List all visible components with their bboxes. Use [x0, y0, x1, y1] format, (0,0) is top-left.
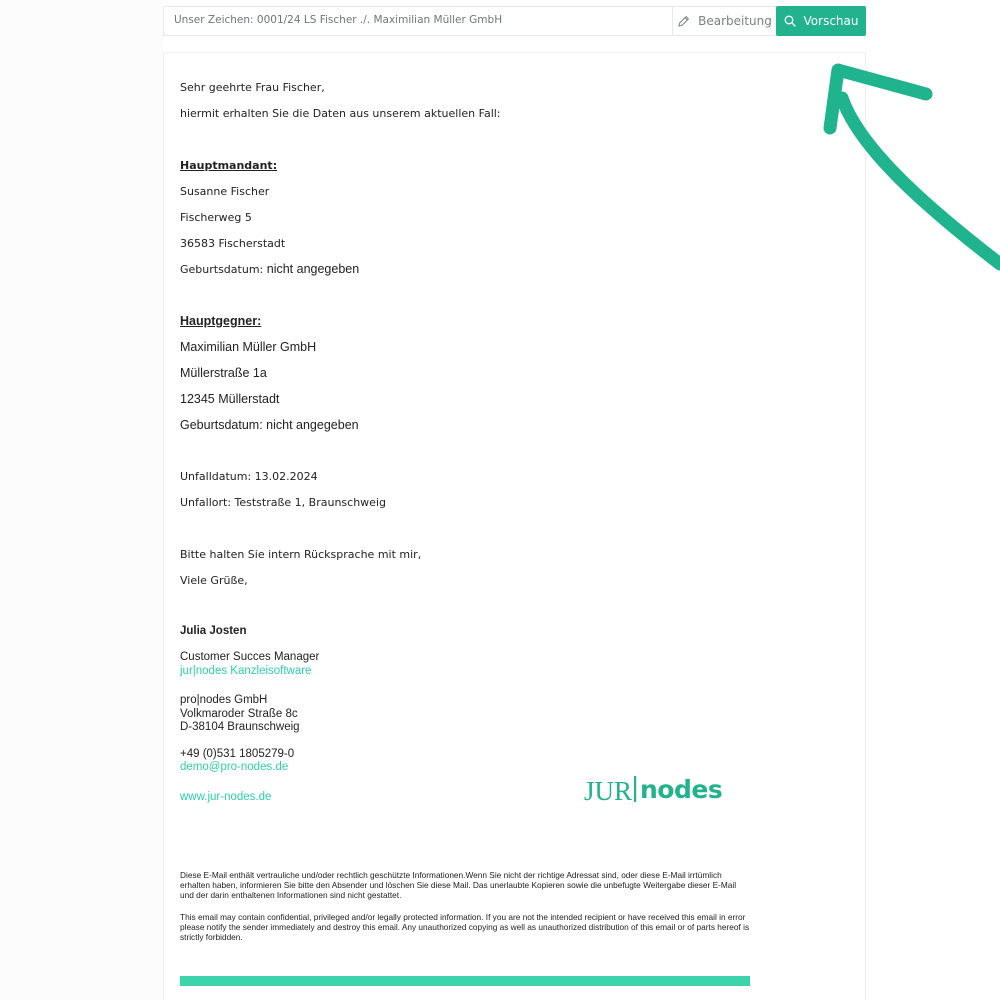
greeting-text: Viele Grüße, [180, 574, 248, 587]
edit-button[interactable] [672, 7, 776, 35]
logo-text-jur: JUR [584, 776, 633, 806]
signature-website-link[interactable]: www.jur-nodes.de [180, 791, 272, 803]
jurnodes-logo [582, 770, 752, 806]
disclaimer-german: Diese E-Mail enthält vertrauliche und/oder rechtlich geschützte Informationen.Wenn Sie nicht der richtige Adressat sind, oder diese E-Mail irrtümlich erhalten haben, informieren Sie bitte den Absender und löschen Sie diese Mail. Das unerlaubte Kopieren sowie die unbefugte Weitergabe dieser E-Mail und der darin enthaltenen Informationen sind nicht gestattet. [180, 870, 737, 900]
unfalldatum: Unfalldatum: 13.02.2024 [180, 470, 318, 483]
annotation-arrow-icon [800, 40, 1000, 280]
mandant-birthdate [180, 262, 359, 276]
email-toolbar [163, 6, 866, 36]
pencil-icon [677, 15, 690, 28]
mandant-birthdate-label: Geburtsdatum: [180, 263, 264, 276]
signature-city: D-38104 Braunschweig [180, 721, 300, 733]
signature-phone: +49 (0)531 1805279-0 [180, 748, 295, 760]
mandant-heading: Hauptmandant: [180, 159, 278, 172]
mandant-birthdate-value: nicht angegeben [266, 262, 360, 276]
unfallort: Unfallort: Teststraße 1, Braunschweig [180, 496, 386, 509]
gegner-street: Müllerstraße 1a [180, 366, 267, 380]
mandant-city: 36583 Fischerstadt [180, 237, 286, 250]
gegner-city: 12345 Müllerstadt [180, 392, 280, 406]
signature-name: Julia Josten [180, 625, 247, 637]
signature-company: pro|nodes GmbH [180, 694, 268, 706]
closing-text: Bitte halten Sie intern Rücksprache mit mir, [180, 548, 422, 561]
gegner-heading: Hauptgegner: [180, 314, 262, 328]
subject-field[interactable]: Unser Zeichen: 0001/24 LS Fischer ./. Maximilian Müller GmbH [174, 14, 503, 26]
edit-button-label: Bearbeitung [698, 14, 772, 28]
gegner-name: Maximilian Müller GmbH [180, 340, 317, 354]
mandant-name: Susanne Fischer [180, 185, 270, 198]
signature-role: Customer Succes Manager [180, 651, 320, 663]
gegner-birthdate: Geburtsdatum: nicht angegeben [180, 418, 359, 432]
search-icon [784, 15, 796, 27]
signature-email-link[interactable]: demo@pro-nodes.de [180, 761, 289, 773]
mandant-street: Fischerweg 5 [180, 211, 252, 224]
signature-street: Volkmaroder Straße 8c [180, 708, 298, 720]
preview-button[interactable] [776, 6, 866, 36]
disclaimer-english: This email may contain confidential, privileged and/or legally protected information. If you are not the intended recipient or have received this email in error please notify the sender immediately and destroy this email. Any unauthorized copying as well as unauthorized distribution of this email or of parts hereof is strictly forbidden. [180, 912, 750, 942]
preview-button-label: Vorschau [803, 14, 859, 28]
left-gutter [0, 0, 163, 1000]
salutation: Sehr geehrte Frau Fischer, [180, 81, 325, 94]
signature-product-link[interactable]: jur|nodes Kanzleisoftware [180, 665, 312, 677]
logo-text-nodes: nodes [640, 775, 723, 804]
footer-accent-bar [180, 976, 750, 986]
intro-text: hiermit erhalten Sie die Daten aus unserem aktuellen Fall: [180, 107, 501, 120]
